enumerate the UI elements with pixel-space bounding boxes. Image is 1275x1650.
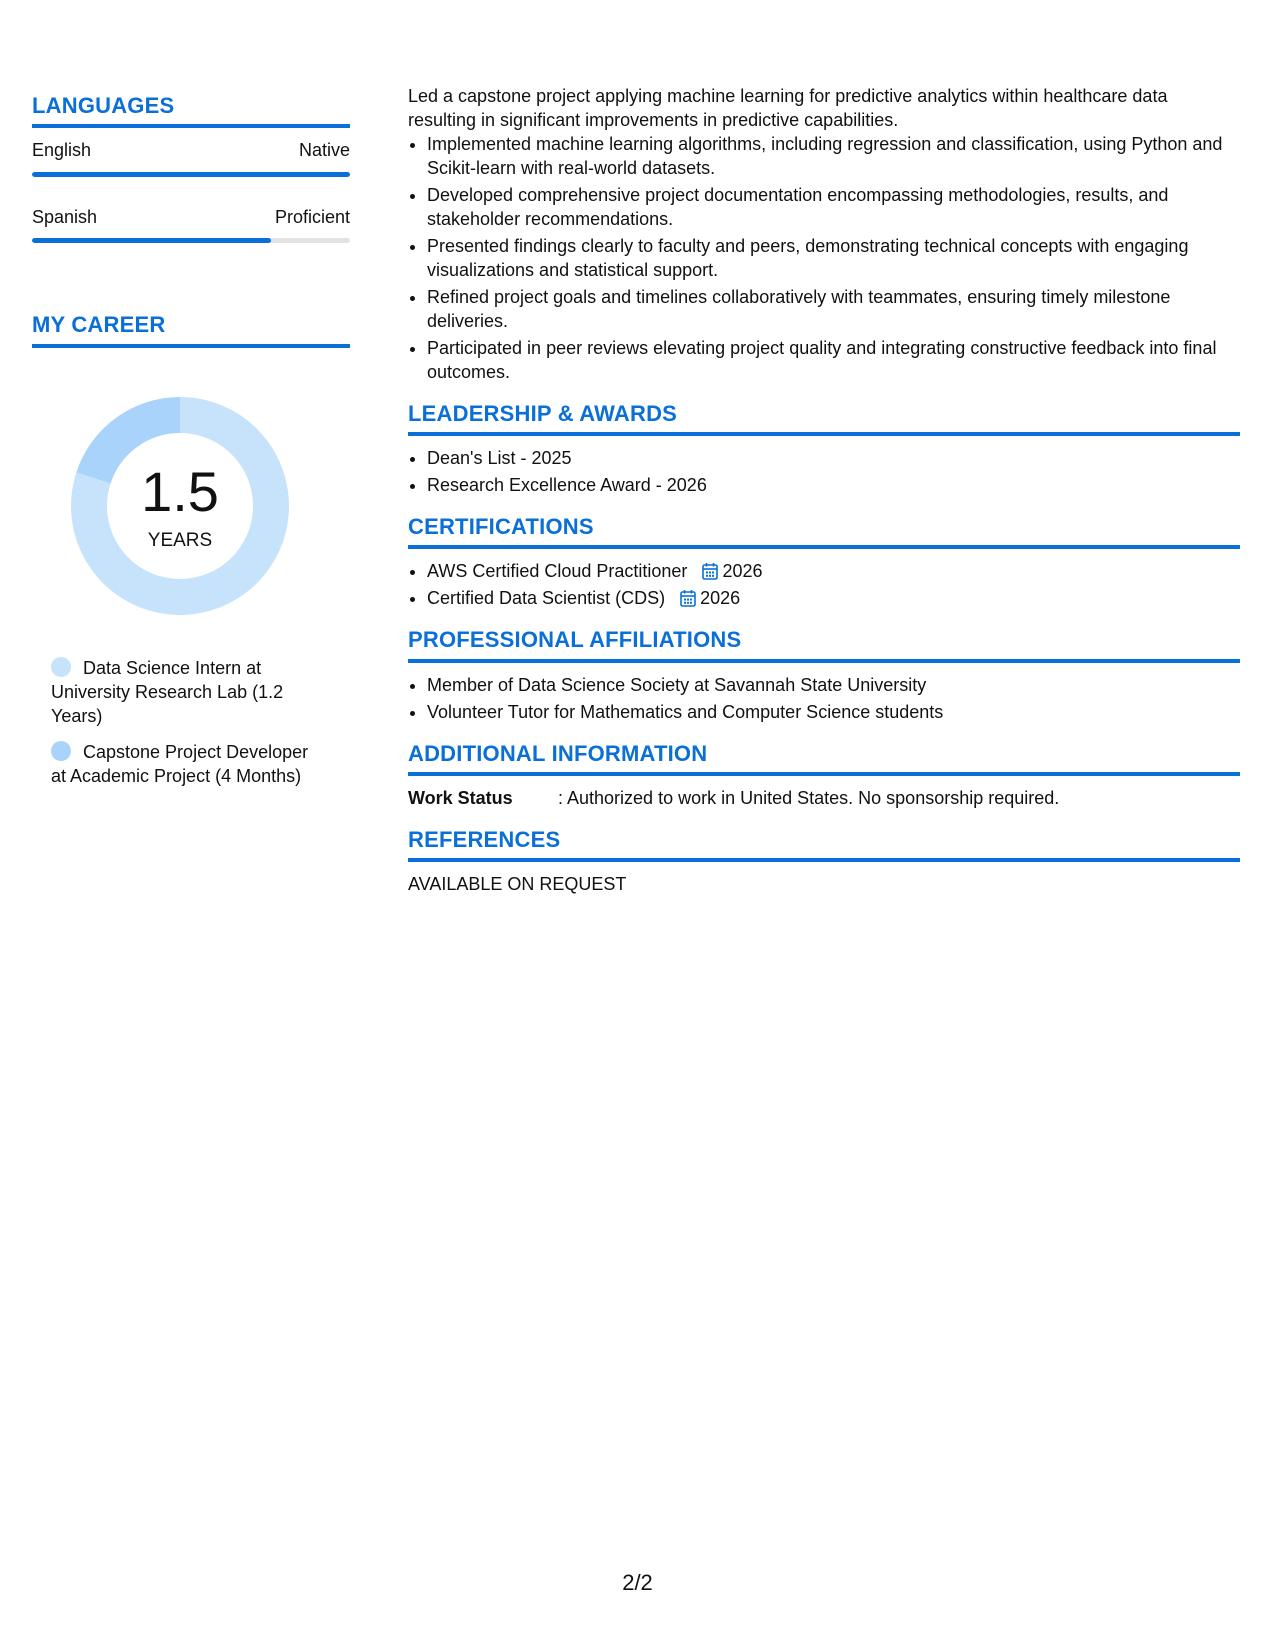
language-proficiency-fill [32,238,271,243]
additional-info-section [408,742,1240,810]
references-text: AVAILABLE ON REQUEST [408,873,627,894]
certification-name: Certified Data Scientist (CDS) [427,588,666,609]
career-section [32,313,350,787]
languages-heading: LANGUAGES [32,94,350,128]
right-column [408,84,1240,896]
project-bullet: • Developed comprehensive project documentation encompassing methodologies, results, and stakeholder recommendations. [427,183,1240,231]
leadership-item: • Dean's List - 2025 [427,446,1240,470]
additional-info-heading: ADDITIONAL INFORMATION [408,742,1240,776]
legend-dot-icon [51,741,71,761]
certification-year: 2026 [700,588,741,609]
project-bullet: • Participated in peer reviews elevating project quality and integrating constructive feedback into final outcomes. [427,336,1240,384]
work-status-row [408,786,1240,810]
work-status-value: : Authorized to work in United States. No sponsorship required. [558,787,1060,808]
language-proficiency-bar [32,238,350,243]
affiliations-list [408,673,1240,724]
language-name: English [32,140,92,161]
references-heading: REFERENCES [408,828,1240,862]
certification-item [427,559,1240,583]
career-total-unit: YEARS [147,529,213,551]
work-status-label: Work Status [408,787,513,808]
page-number: 2/2 [622,1570,653,1595]
language-item [32,207,350,244]
leadership-list [408,446,1240,497]
language-level: Native [298,140,350,161]
leadership-heading: LEADERSHIP & AWARDS [408,402,1240,436]
career-heading: MY CAREER [32,313,350,347]
career-legend-item [51,656,321,728]
career-legend-label: Capstone Project Developer at Academic Project (4 Months) [51,741,309,786]
leadership-section [408,402,1240,497]
affiliation-item: • Volunteer Tutor for Mathematics and Computer Science students [427,700,1240,724]
references-section [408,828,1240,896]
affiliations-heading: PROFESSIONAL AFFILIATIONS [408,628,1240,662]
language-proficiency-fill [32,172,350,177]
affiliations-section [408,628,1240,723]
certification-item [427,586,1240,610]
affiliation-item: • Member of Data Science Society at Savannah State University [427,673,1240,697]
legend-dot-icon [51,657,71,677]
language-item [32,140,350,177]
language-proficiency-bar [32,172,350,177]
career-legend-label: Data Science Intern at University Research Lab (1.2 Years) [51,657,284,726]
project-intro: Led a capstone project applying machine learning for predictive analytics within healthcare data resulting in significant improvements in predictive capabilities. [408,86,1168,130]
certification-name: AWS Certified Cloud Practitioner [427,561,688,582]
language-level: Proficient [274,206,350,227]
certification-year: 2026 [722,561,763,582]
career-total-value: 1.5 [141,459,219,523]
certifications-list [408,559,1240,610]
calendar-icon [680,589,696,607]
certifications-section [408,515,1240,610]
project-bullet: • Implemented machine learning algorithms, including regression and classification, using Python and Scikit-learn with real-world datasets. [427,132,1240,180]
career-legend [51,656,321,788]
career-donut-chart [66,392,294,620]
project-bullet-list [408,132,1240,384]
certifications-heading: CERTIFICATIONS [408,515,1240,549]
left-column [32,94,350,800]
career-legend-item [51,740,321,788]
project-bullet: • Refined project goals and timelines collaboratively with teammates, ensuring timely milestone deliveries. [427,285,1240,333]
languages-section [32,94,350,243]
project-section [408,84,1240,384]
leadership-item: • Research Excellence Award - 2026 [427,473,1240,497]
calendar-icon [702,562,718,580]
project-bullet: • Presented findings clearly to faculty and peers, demonstrating technical concepts with engaging visualizations and statistical support. [427,234,1240,282]
language-name: Spanish [32,206,98,227]
